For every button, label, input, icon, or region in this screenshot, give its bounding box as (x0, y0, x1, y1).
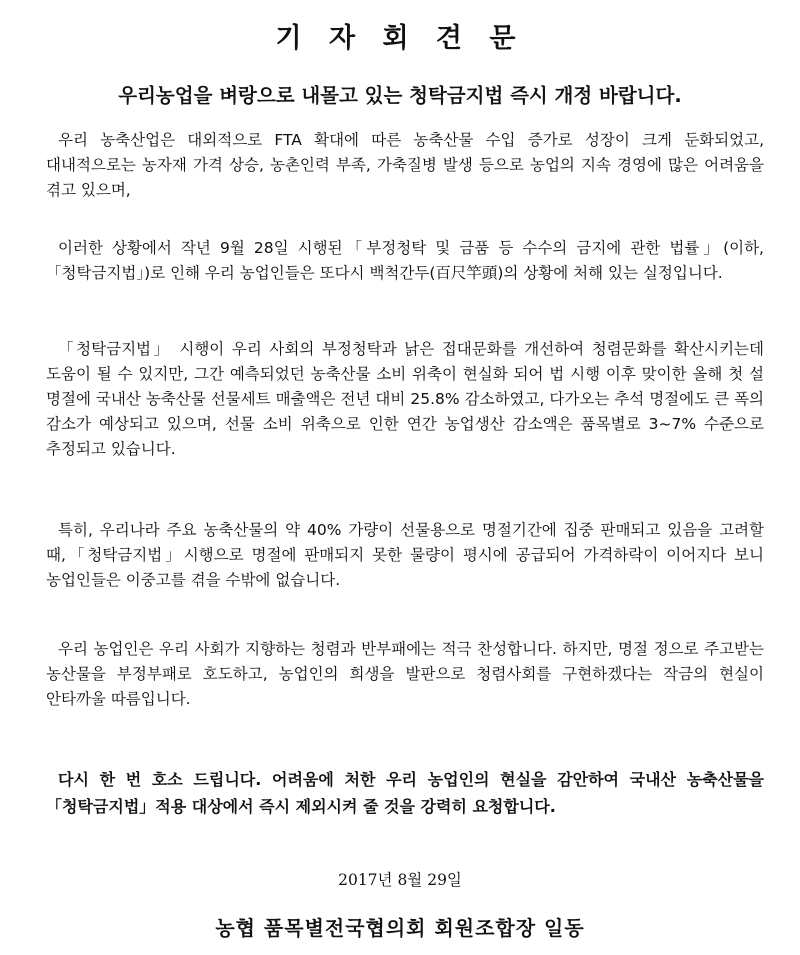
body-paragraph-3: 「청탁금지법」 시행이 우리 사회의 부정청탁과 낡은 접대문화를 개선하여 청렴문화를 확산시키는데 도움이 될 수 있지만, 그간 예측되었던 농축산물 소비 위축이 현실화 되어 법 시행 이후 맞이한 올해 첫 설 명절에 국내산 농축산물 선물세트 매출액은 전년 대비 25.8% 감소하였고, 다가오는 추석 명절에도 큰 폭의 감소가 예상되고 있으며, 선물 소비 위축으로 인한 연간 농업생산 감소액은 품목별로 3~7% 수준으로 추정되고 있습니다. (46, 340, 764, 458)
body-paragraph-1: 우리 농축산업은 대외적으로 FTA 확대에 따른 농축산물 수입 증가로 성장이 크게 둔화되었고, 대내적으로는 농자재 가격 상승, 농촌인력 부족, 가축질병 발생 등으로 농업의 지속 경영에 많은 어려움을 겪고 있으며, (46, 131, 764, 199)
body-paragraph-4: 특히, 우리나라 주요 농축산물의 약 40% 가량이 선물용으로 명절기간에 집중 판매되고 있음을 고려할 때,「청탁금지법」시행으로 명절에 판매되지 못한 물량이 평시에 공급되어 가격하락이 이어지다 보니 농업인들은 이중고를 겪을 수밖에 없습니다. (46, 521, 764, 589)
document-date: 2017년 8월 29일 (338, 871, 462, 889)
appeal-paragraph: 다시 한 번 호소 드립니다. 어려움에 처한 우리 농업인의 현실을 감안하여 국내산 농축산물을「청탁금지법」적용 대상에서 즉시 제외시켜 줄 것을 강력히 요청합니다. (46, 770, 764, 816)
document-signature: 농협 품목별전국협의회 회원조합장 일동 (215, 916, 585, 940)
document-title: 기 자 회 견 문 (275, 23, 525, 54)
body-paragraph-2: 이러한 상황에서 작년 9월 28일 시행된「부정청탁 및 금품 등 수수의 금지에 관한 법률」(이하, 「청탁금지법」)로 인해 우리 농업인들은 또다시 백척간두(百尺竿頭)의 상황에 처해 있는 실정입니다. (46, 239, 764, 282)
document-subtitle: 우리농업을 벼랑으로 내몰고 있는 청탁금지법 즉시 개정 바랍니다. (118, 84, 682, 107)
body-paragraph-5: 우리 농업인은 우리 사회가 지향하는 청렴과 반부패에는 적극 찬성합니다. 하지만, 명절 정으로 주고받는 농산물을 부정부패로 호도하고, 농업인의 희생을 발판으로 청렴사회를 구현하겠다는 작금의 현실이 안타까울 따름입니다. (46, 640, 764, 708)
